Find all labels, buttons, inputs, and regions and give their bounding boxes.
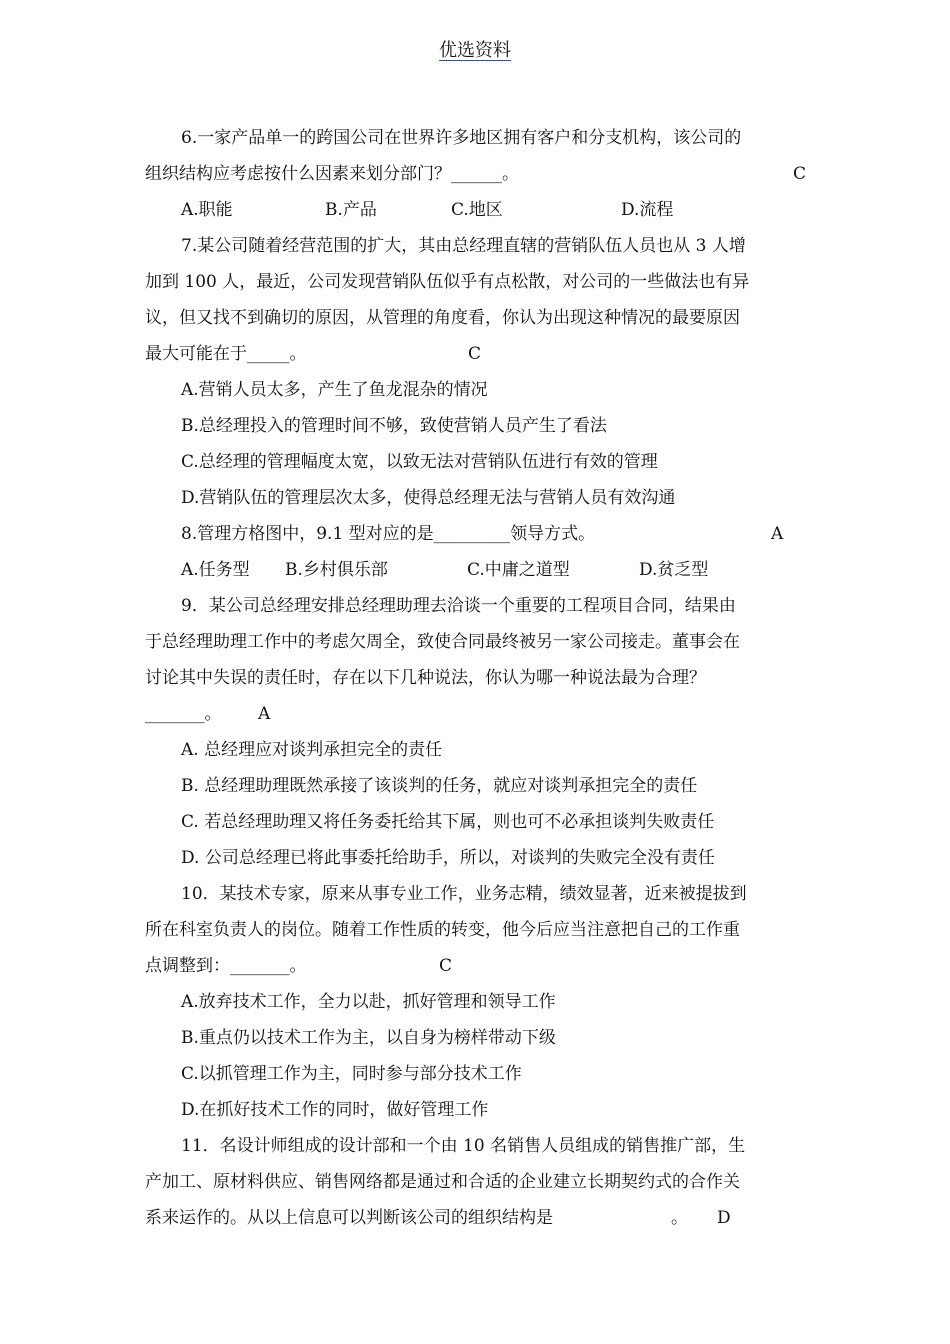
q6-line-2-text: 组织结构应考虑按什么因素来划分部门？______。: [145, 164, 519, 184]
q9-option-c: C. 若总经理助理又将任务委托给其下属，则也可不必承担谈判失败责任: [181, 812, 715, 832]
q9-line-2: 于总经理助理工作中的考虑欠周全，致使合同最终被另一家公司接走。董事会在: [145, 632, 740, 652]
q11-line-1: 11．名设计师组成的设计部和一个由 10 名销售人员组成的销售推广部，生: [181, 1136, 746, 1156]
q7-answer: C: [468, 344, 482, 364]
q8-option-c: C.中庸之道型: [467, 560, 570, 580]
q7-line-2: 加到 100 人，最近，公司发现营销队伍似乎有点松散，对公司的一些做法也有异: [145, 272, 750, 292]
q7-option-c: C.总经理的管理幅度太宽，以致无法对营销队伍进行有效的管理: [181, 452, 658, 472]
q10-option-b: B.重点仍以技术工作为主，以自身为榜样带动下级: [181, 1028, 556, 1048]
q11-line-3-text: 系来运作的。从以上信息可以判断该公司的组织结构是: [145, 1208, 553, 1228]
q10-line-3: [145, 948, 810, 984]
q7-option-d: D.营销队伍的管理层次太多，使得总经理无法与营销人员有效沟通: [181, 488, 676, 508]
q7-line-4-text: 最大可能在于_____。: [145, 344, 307, 364]
q6-line-1: 6.一家产品单一的跨国公司在世界许多地区拥有客户和分支机构，该公司的: [181, 128, 742, 148]
q6-option-d: D.流程: [621, 200, 674, 220]
q11-line-3: [145, 1200, 810, 1236]
q10-line-2: 所在科室负责人的岗位。随着工作性质的转变，他今后应当注意把自己的工作重: [145, 920, 740, 940]
q10-line-3-text: 点调整到：_______。: [145, 956, 307, 976]
q9-line-4: [145, 696, 810, 732]
q9-option-d: D. 公司总经理已将此事委托给助手，所以，对谈判的失败完全没有责任: [181, 848, 715, 868]
q8-line-1: [145, 516, 810, 552]
q6-options: [145, 192, 810, 228]
q9-option-a: A. 总经理应对谈判承担完全的责任: [181, 740, 443, 760]
q10-option-d: D.在抓好技术工作的同时，做好管理工作: [181, 1100, 489, 1120]
q11-line-3-end: 。: [671, 1208, 688, 1228]
header-title[interactable]: 优选资料: [439, 40, 511, 61]
q9-line-3: 讨论其中失误的责任时，存在以下几种说法，你认为哪一种说法最为合理？: [145, 668, 706, 688]
q7-option-b: B.总经理投入的管理时间不够，致使营销人员产生了看法: [181, 416, 607, 436]
q11-answer: D: [717, 1208, 731, 1228]
q6-option-a: A.职能: [181, 200, 233, 220]
document-body: [145, 120, 810, 1236]
q6-line-2: [145, 156, 810, 192]
page-header: [0, 38, 950, 64]
q8-option-a: A.任务型: [181, 560, 250, 580]
q10-line-1: 10．某技术专家，原来从事专业工作，业务志精，绩效显著，近来被提拔到: [181, 884, 747, 904]
q10-answer: C: [439, 956, 453, 976]
q7-line-4: [145, 336, 810, 372]
q7-line-1: 7.某公司随着经营范围的扩大，其由总经理直辖的营销队伍人员也从 3 人增: [181, 236, 746, 256]
q10-option-a: A.放弃技术工作，全力以赴，抓好管理和领导工作: [181, 992, 556, 1012]
q7-line-3: 议，但又找不到确切的原因，从管理的角度看，你认为出现这种情况的最要原因: [145, 308, 740, 328]
q8-line-1-text: 8.管理方格图中，9.1 型对应的是_________领导方式。: [181, 524, 596, 544]
q9-line-1: 9．某公司总经理安排总经理助理去洽谈一个重要的工程项目合同，结果由: [181, 596, 736, 616]
q9-line-4-text: _______。: [145, 704, 222, 724]
q7-option-a: A.营销人员太多，产生了鱼龙混杂的情况: [181, 380, 488, 400]
q6-option-b: B.产品: [325, 200, 377, 220]
q9-option-b: B. 总经理助理既然承接了该谈判的任务，就应对谈判承担完全的责任: [181, 776, 698, 796]
q6-answer: C: [793, 164, 807, 184]
q11-line-2: 产加工、原材料供应、销售网络都是通过和合适的企业建立长期契约式的合作关: [145, 1172, 740, 1192]
q8-option-d: D.贫乏型: [639, 560, 709, 580]
q8-options: [145, 552, 810, 588]
q10-option-c: C.以抓管理工作为主，同时参与部分技术工作: [181, 1064, 522, 1084]
q6-option-c: C.地区: [451, 200, 503, 220]
q8-answer: A: [771, 524, 784, 544]
q9-answer: A: [258, 704, 271, 724]
q8-option-b: B.乡村俱乐部: [285, 560, 388, 580]
